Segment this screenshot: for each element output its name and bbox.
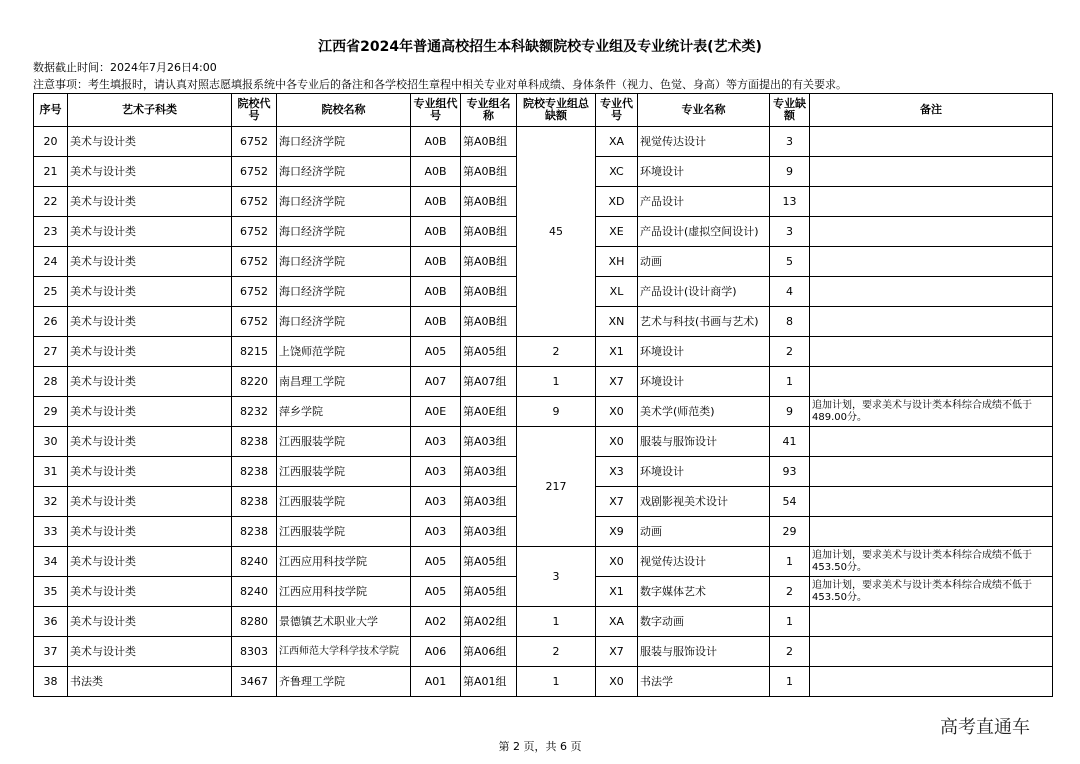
- cell-school-name: 海口经济学院: [277, 247, 411, 277]
- cell-major-vacancy: 1: [770, 607, 810, 637]
- cell-major-name: 动画: [638, 247, 770, 277]
- cell-school-code: 8220: [232, 367, 277, 397]
- cell-major-vacancy: 4: [770, 277, 810, 307]
- cell-no: 35: [34, 577, 68, 607]
- cell-school-code: 8240: [232, 577, 277, 607]
- cell-major-vacancy: 13: [770, 187, 810, 217]
- cell-group-code: A03: [411, 427, 461, 457]
- cell-group-name: 第A02组: [461, 607, 517, 637]
- cell-major-code: X7: [596, 637, 638, 667]
- table-row: [34, 337, 1053, 367]
- cell-category: 美术与设计类: [68, 397, 232, 427]
- cell-major-code: X3: [596, 457, 638, 487]
- cell-major-name: 环境设计: [638, 157, 770, 187]
- cell-remark: [810, 157, 1053, 187]
- cell-major-name: 书法学: [638, 667, 770, 697]
- cell-group-code: A01: [411, 667, 461, 697]
- cell-category: 美术与设计类: [68, 487, 232, 517]
- cell-major-name: 产品设计: [638, 187, 770, 217]
- cell-school-name: 江西服装学院: [277, 457, 411, 487]
- cell-group-name: 第A07组: [461, 367, 517, 397]
- cell-group-total: 217: [517, 427, 596, 547]
- cell-major-vacancy: 29: [770, 517, 810, 547]
- cell-category: 美术与设计类: [68, 307, 232, 337]
- cell-category: 美术与设计类: [68, 607, 232, 637]
- cell-no: 27: [34, 337, 68, 367]
- cell-major-vacancy: 41: [770, 427, 810, 457]
- cell-group-code: A0E: [411, 397, 461, 427]
- watermark-text: 高考直通车: [940, 717, 1030, 738]
- cell-major-code: X7: [596, 487, 638, 517]
- table-row: [34, 667, 1053, 697]
- cell-no: 37: [34, 637, 68, 667]
- cell-group-code: A0B: [411, 247, 461, 277]
- cell-group-total: 2: [517, 637, 596, 667]
- cell-no: 21: [34, 157, 68, 187]
- cell-no: 30: [34, 427, 68, 457]
- cell-remark: [810, 517, 1053, 547]
- header-no: 序号: [34, 94, 68, 127]
- cell-category: 美术与设计类: [68, 517, 232, 547]
- table-row: [34, 367, 1053, 397]
- header-group-code: 专业组代号: [411, 94, 461, 127]
- cell-remark: [810, 367, 1053, 397]
- cell-group-total: 2: [517, 337, 596, 367]
- cell-major-vacancy: 5: [770, 247, 810, 277]
- cell-category: 美术与设计类: [68, 427, 232, 457]
- cell-group-code: A0B: [411, 187, 461, 217]
- cell-group-name: 第A0B组: [461, 217, 517, 247]
- cell-remark: 追加计划，要求美术与设计类本科综合成绩不低于453.50分。: [810, 577, 1053, 607]
- cell-school-name: 江西应用科技学院: [277, 577, 411, 607]
- cell-school-code: 6752: [232, 307, 277, 337]
- cell-major-code: X7: [596, 367, 638, 397]
- cell-remark: [810, 667, 1053, 697]
- cell-no: 26: [34, 307, 68, 337]
- table-row: [34, 607, 1053, 637]
- cell-group-code: A03: [411, 457, 461, 487]
- cell-group-code: A05: [411, 577, 461, 607]
- cell-major-code: X1: [596, 337, 638, 367]
- cell-school-name: 景德镇艺术职业大学: [277, 607, 411, 637]
- cell-remark: [810, 247, 1053, 277]
- cell-remark: [810, 457, 1053, 487]
- cell-group-code: A03: [411, 487, 461, 517]
- cell-school-name: 海口经济学院: [277, 217, 411, 247]
- cell-major-code: X0: [596, 667, 638, 697]
- cell-major-vacancy: 9: [770, 397, 810, 427]
- cell-group-name: 第A05组: [461, 547, 517, 577]
- cell-school-name: 海口经济学院: [277, 127, 411, 157]
- cell-major-name: 产品设计(虚拟空间设计): [638, 217, 770, 247]
- cell-no: 31: [34, 457, 68, 487]
- header-group-name: 专业组名称: [461, 94, 517, 127]
- data-deadline: 数据截止时间：2024年7月26日4:00: [33, 61, 217, 74]
- cell-remark: [810, 217, 1053, 247]
- cell-group-name: 第A0B组: [461, 187, 517, 217]
- cell-major-name: 艺术与科技(书画与艺术): [638, 307, 770, 337]
- cell-group-code: A07: [411, 367, 461, 397]
- cell-no: 28: [34, 367, 68, 397]
- cell-category: 美术与设计类: [68, 637, 232, 667]
- cell-remark: [810, 337, 1053, 367]
- header-group-total: 院校专业组总缺额: [517, 94, 596, 127]
- cell-school-name: 上饶师范学院: [277, 337, 411, 367]
- cell-school-code: 3467: [232, 667, 277, 697]
- cell-remark: [810, 487, 1053, 517]
- cell-group-code: A0B: [411, 307, 461, 337]
- cell-group-name: 第A03组: [461, 517, 517, 547]
- cell-major-vacancy: 2: [770, 337, 810, 367]
- cell-group-name: 第A0B组: [461, 157, 517, 187]
- cell-category: 美术与设计类: [68, 367, 232, 397]
- cell-group-code: A0B: [411, 217, 461, 247]
- header-category: 艺术子科类: [68, 94, 232, 127]
- cell-category: 书法类: [68, 667, 232, 697]
- cell-major-name: 数字媒体艺术: [638, 577, 770, 607]
- cell-group-code: A05: [411, 337, 461, 367]
- cell-major-code: XC: [596, 157, 638, 187]
- cell-major-name: 戏剧影视美术设计: [638, 487, 770, 517]
- cell-major-code: X0: [596, 427, 638, 457]
- cell-remark: [810, 187, 1053, 217]
- cell-group-code: A06: [411, 637, 461, 667]
- cell-remark: 追加计划，要求美术与设计类本科综合成绩不低于453.50分。: [810, 547, 1053, 577]
- cell-no: 34: [34, 547, 68, 577]
- cell-school-name: 江西服装学院: [277, 517, 411, 547]
- cell-school-code: 8238: [232, 427, 277, 457]
- cell-remark: [810, 307, 1053, 337]
- cell-group-name: 第A05组: [461, 577, 517, 607]
- cell-major-vacancy: 3: [770, 217, 810, 247]
- cell-school-code: 6752: [232, 277, 277, 307]
- cell-no: 22: [34, 187, 68, 217]
- cell-group-total: 3: [517, 547, 596, 607]
- cell-group-name: 第A05组: [461, 337, 517, 367]
- cell-group-name: 第A03组: [461, 457, 517, 487]
- cell-group-name: 第A06组: [461, 637, 517, 667]
- cell-major-name: 环境设计: [638, 337, 770, 367]
- cell-major-code: X0: [596, 397, 638, 427]
- cell-group-total: 45: [517, 127, 596, 337]
- cell-school-name: 萍乡学院: [277, 397, 411, 427]
- cell-school-name: 江西服装学院: [277, 487, 411, 517]
- cell-major-code: XE: [596, 217, 638, 247]
- cell-remark: [810, 637, 1053, 667]
- table-row: [34, 127, 1053, 157]
- cell-school-code: 6752: [232, 217, 277, 247]
- cell-no: 20: [34, 127, 68, 157]
- cell-major-vacancy: 1: [770, 667, 810, 697]
- cell-major-name: 动画: [638, 517, 770, 547]
- cell-group-code: A03: [411, 517, 461, 547]
- cell-group-code: A0B: [411, 157, 461, 187]
- cell-group-name: 第A0B组: [461, 307, 517, 337]
- table-header-row: [34, 94, 1053, 127]
- cell-school-code: 8238: [232, 487, 277, 517]
- table-row: [34, 397, 1053, 427]
- cell-school-code: 8238: [232, 517, 277, 547]
- cell-major-vacancy: 2: [770, 637, 810, 667]
- cell-major-name: 美术学(师范类): [638, 397, 770, 427]
- header-major-vacancy: 专业缺额: [770, 94, 810, 127]
- table-row: [34, 427, 1053, 457]
- cell-category: 美术与设计类: [68, 547, 232, 577]
- cell-school-code: 6752: [232, 157, 277, 187]
- cell-major-code: X9: [596, 517, 638, 547]
- cell-group-name: 第A0B组: [461, 127, 517, 157]
- cell-group-name: 第A01组: [461, 667, 517, 697]
- cell-major-code: XH: [596, 247, 638, 277]
- cell-school-name: 海口经济学院: [277, 307, 411, 337]
- cell-no: 33: [34, 517, 68, 547]
- header-school-code: 院校代号: [232, 94, 277, 127]
- cell-major-code: XA: [596, 127, 638, 157]
- cell-school-name: 齐鲁理工学院: [277, 667, 411, 697]
- cell-major-vacancy: 93: [770, 457, 810, 487]
- cell-group-name: 第A03组: [461, 427, 517, 457]
- cell-category: 美术与设计类: [68, 457, 232, 487]
- cell-group-total: 1: [517, 367, 596, 397]
- cell-group-name: 第A0E组: [461, 397, 517, 427]
- cell-category: 美术与设计类: [68, 217, 232, 247]
- cell-school-name: 南昌理工学院: [277, 367, 411, 397]
- cell-school-name: 海口经济学院: [277, 277, 411, 307]
- header-remark: 备注: [810, 94, 1053, 127]
- cell-group-name: 第A0B组: [461, 247, 517, 277]
- cell-category: 美术与设计类: [68, 577, 232, 607]
- cell-no: 23: [34, 217, 68, 247]
- cell-major-name: 环境设计: [638, 457, 770, 487]
- cell-group-code: A0B: [411, 127, 461, 157]
- cell-major-name: 产品设计(设计商学): [638, 277, 770, 307]
- cell-no: 38: [34, 667, 68, 697]
- cell-school-code: 8240: [232, 547, 277, 577]
- cell-major-name: 视觉传达设计: [638, 547, 770, 577]
- cell-category: 美术与设计类: [68, 247, 232, 277]
- cell-school-name: 江西应用科技学院: [277, 547, 411, 577]
- cell-major-name: 视觉传达设计: [638, 127, 770, 157]
- cell-remark: 追加计划，要求美术与设计类本科综合成绩不低于489.00分。: [810, 397, 1053, 427]
- cell-major-code: XN: [596, 307, 638, 337]
- cell-major-vacancy: 9: [770, 157, 810, 187]
- cell-category: 美术与设计类: [68, 277, 232, 307]
- cell-major-vacancy: 2: [770, 577, 810, 607]
- cell-school-name: 海口经济学院: [277, 187, 411, 217]
- cell-school-name: 海口经济学院: [277, 157, 411, 187]
- cell-remark: [810, 277, 1053, 307]
- cell-no: 32: [34, 487, 68, 517]
- cell-major-vacancy: 3: [770, 127, 810, 157]
- cell-group-code: A0B: [411, 277, 461, 307]
- cell-school-code: 6752: [232, 127, 277, 157]
- cell-category: 美术与设计类: [68, 157, 232, 187]
- cell-major-code: XL: [596, 277, 638, 307]
- cell-school-name: 江西服装学院: [277, 427, 411, 457]
- notice-text: 注意事项：考生填报时，请认真对照志愿填报系统中各专业后的备注和各学校招生章程中相关专业对单科成绩、身体条件（视力、色觉、身高）等方面提出的有关要求。: [33, 78, 847, 91]
- cell-major-code: X0: [596, 547, 638, 577]
- cell-group-code: A02: [411, 607, 461, 637]
- page-number: 第 2 页，共 6 页: [498, 740, 582, 753]
- cell-major-vacancy: 1: [770, 367, 810, 397]
- cell-remark: [810, 427, 1053, 457]
- cell-major-name: 服装与服饰设计: [638, 637, 770, 667]
- cell-group-code: A05: [411, 547, 461, 577]
- cell-category: 美术与设计类: [68, 127, 232, 157]
- cell-school-code: 6752: [232, 247, 277, 277]
- cell-major-vacancy: 54: [770, 487, 810, 517]
- cell-major-vacancy: 8: [770, 307, 810, 337]
- header-major-code: 专业代号: [596, 94, 638, 127]
- cell-major-code: XA: [596, 607, 638, 637]
- cell-major-code: X1: [596, 577, 638, 607]
- cell-group-total: 1: [517, 607, 596, 637]
- cell-no: 36: [34, 607, 68, 637]
- cell-school-code: 8232: [232, 397, 277, 427]
- header-school-name: 院校名称: [277, 94, 411, 127]
- cell-remark: [810, 607, 1053, 637]
- header-major-name: 专业名称: [638, 94, 770, 127]
- table-row: [34, 547, 1053, 577]
- cell-major-name: 环境设计: [638, 367, 770, 397]
- cell-no: 29: [34, 397, 68, 427]
- cell-group-total: 9: [517, 397, 596, 427]
- cell-group-name: 第A03组: [461, 487, 517, 517]
- cell-major-name: 服装与服饰设计: [638, 427, 770, 457]
- cell-remark: [810, 127, 1053, 157]
- cell-category: 美术与设计类: [68, 187, 232, 217]
- page-title: 江西省2024年普通高校招生本科缺额院校专业组及专业统计表(艺术类): [318, 39, 762, 55]
- cell-school-name: 江西师范大学科学技术学院: [277, 637, 411, 667]
- cell-major-name: 数字动画: [638, 607, 770, 637]
- cell-group-total: 1: [517, 667, 596, 697]
- cell-major-vacancy: 1: [770, 547, 810, 577]
- table-row: [34, 637, 1053, 667]
- cell-no: 24: [34, 247, 68, 277]
- cell-school-code: 8303: [232, 637, 277, 667]
- cell-no: 25: [34, 277, 68, 307]
- cell-school-code: 8280: [232, 607, 277, 637]
- cell-group-name: 第A0B组: [461, 277, 517, 307]
- vacancy-table: [33, 93, 1053, 697]
- cell-school-code: 8238: [232, 457, 277, 487]
- cell-category: 美术与设计类: [68, 337, 232, 367]
- cell-school-code: 8215: [232, 337, 277, 367]
- cell-school-code: 6752: [232, 187, 277, 217]
- cell-major-code: XD: [596, 187, 638, 217]
